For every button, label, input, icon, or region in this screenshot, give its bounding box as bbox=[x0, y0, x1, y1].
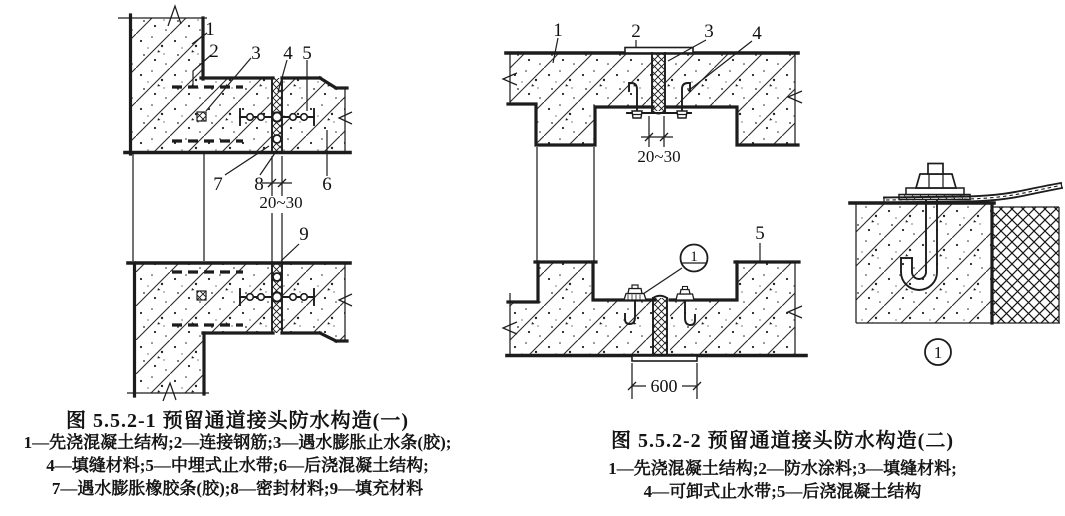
figure1-legend bbox=[0, 431, 475, 500]
fig1-swelling-strip bbox=[197, 291, 206, 300]
detail1-drawing bbox=[850, 164, 1062, 366]
fig1-callout-7: 7 bbox=[213, 174, 223, 195]
fig2-callout-1: 1 bbox=[553, 20, 563, 41]
fig1-callout-2: 2 bbox=[209, 41, 219, 62]
figure1-legend-line-2: 4—填缝材料;5—中埋式止水带;6—后浇混凝土结构; bbox=[46, 456, 429, 475]
fig1-callout-5: 5 bbox=[302, 43, 312, 64]
detail1-bolt-head bbox=[899, 164, 970, 200]
figure1-legend-line-3: 7—遇水膨胀橡胶条(胶);8—密封材料;9—填充材料 bbox=[51, 479, 424, 498]
figure2-drawing bbox=[503, 20, 806, 399]
fig1-swelling-strip bbox=[197, 112, 206, 121]
fig2-removable-waterstop-plate bbox=[632, 356, 697, 361]
fig1-callout-6: 6 bbox=[322, 174, 332, 195]
fig2-lower-joint-filler bbox=[653, 298, 667, 355]
fig2-plate-dimension bbox=[628, 363, 701, 399]
figure2-legend-line-2: 4—可卸式止水带;5—后浇混凝土结构 bbox=[643, 482, 922, 501]
fig2-lower-section bbox=[503, 223, 806, 399]
detail1-number-badge bbox=[925, 339, 951, 365]
figure2-caption-title: 图 5.5.2-2 预留通道接头防水构造(二) bbox=[611, 430, 954, 452]
fig2-dim-text: 20~30 bbox=[637, 147, 681, 166]
figure2-legend bbox=[560, 457, 1005, 503]
fig1-callout-3: 3 bbox=[251, 43, 261, 64]
fig1-callout-1: 1 bbox=[205, 19, 215, 40]
fig1-upper-section bbox=[118, 6, 352, 262]
figure1-legend-line-1: 1—先浇混凝土结构;2—连接钢筋;3—遇水膨胀止水条(胶); bbox=[23, 433, 452, 452]
fig1-callout-9: 9 bbox=[299, 224, 309, 245]
fig1-callout-4: 4 bbox=[283, 43, 293, 64]
fig2-dim-600: 600 bbox=[650, 376, 678, 396]
fig2-callout-5: 5 bbox=[755, 223, 765, 244]
fig1-callout-8: 8 bbox=[254, 174, 264, 195]
fig2-upper-right-slab bbox=[666, 53, 795, 145]
fig2-upper-joint-filler bbox=[652, 53, 665, 111]
fig2-detail-mark: 1 bbox=[690, 249, 698, 265]
fig2-upper-left-slab bbox=[510, 53, 652, 145]
fig2-joint-dimension bbox=[637, 116, 680, 166]
fig2-callout-4: 4 bbox=[752, 23, 762, 44]
figure1-caption-title: 图 5.5.2-1 预留通道接头防水构造(一) bbox=[66, 410, 409, 432]
fig2-callout-2: 2 bbox=[631, 21, 641, 42]
detail1-concrete bbox=[856, 203, 992, 323]
fig1-dim-text: 20~30 bbox=[259, 193, 303, 212]
fig1-filling-bulb bbox=[273, 273, 281, 281]
fig1-lower-section bbox=[127, 224, 352, 401]
fig2-detail-callout bbox=[643, 245, 708, 295]
fig1-rubber-strip bbox=[273, 135, 281, 143]
fig2-lower-right-slab bbox=[670, 262, 795, 355]
fig2-callout-3: 3 bbox=[704, 21, 714, 42]
detail1-mark: 1 bbox=[933, 343, 943, 362]
fig2-lower-left-slab bbox=[510, 262, 655, 355]
detail1-filler-block bbox=[992, 207, 1059, 323]
figure2-legend-line-1: 1—先浇混凝土结构;2—防水涂料;3—填缝材料; bbox=[608, 459, 957, 478]
figure1-drawing bbox=[118, 6, 352, 401]
